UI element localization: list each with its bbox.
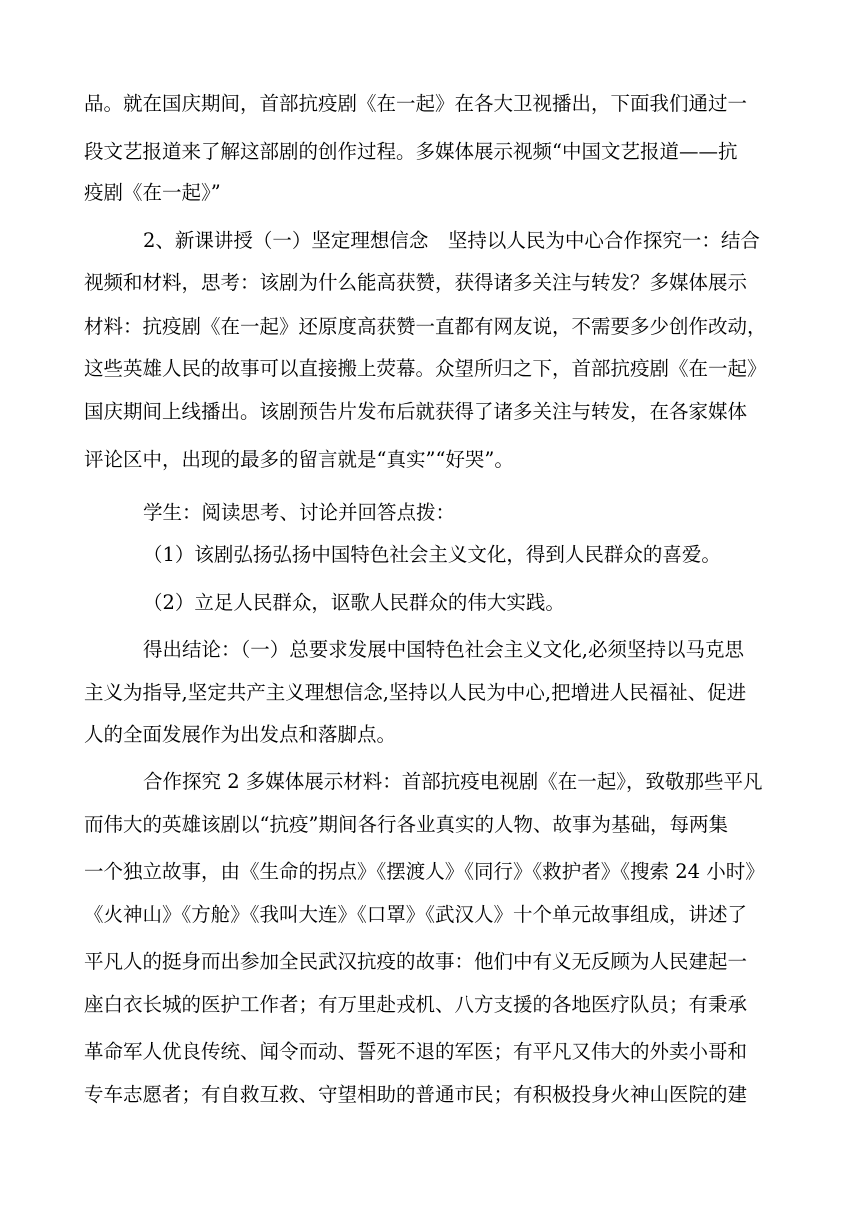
- text-line: 合作探究 2 多媒体展示材料：首部抗疫电视剧《在一起》，致敬那些平凡: [143, 770, 763, 793]
- text-line: 主义为指导,坚定共产主义理想信念,坚持以人民为中心,把增进人民福祉、促进: [84, 681, 747, 704]
- text-line: 平凡人的挺身而出参加全民武汉抗疫的故事：他们中有义无反顾为人民建起一: [84, 950, 748, 973]
- text-line: 专车志愿者；有自救互救、守望相助的普通市民；有积极投身火神山医院的建: [84, 1083, 748, 1106]
- text-line: 一个独立故事，由《生命的拐点》《摆渡人》《同行》《救护者》《搜索 24 小时》: [84, 860, 765, 883]
- text-line: 疫剧《在一起》”: [84, 181, 221, 204]
- text-line: （2）立足人民群众，讴歌人民群众的伟大实践。: [143, 591, 565, 614]
- text-line: 而伟大的英雄该剧以“抗疫”期间各行各业真实的人物、故事为基础，每两集: [84, 813, 728, 836]
- text-line: 这些英雄人民的故事可以直接搬上荧幕。众望所归之下，首部抗疫剧《在一起》: [84, 357, 767, 380]
- text-line: 评论区中，出现的最多的留言就是“真实”“好哭”。: [84, 448, 514, 471]
- text-line: 国庆期间上线播出。该剧预告片发布后就获得了诸多关注与转发，在各家媒体: [84, 400, 748, 423]
- text-line: 段文艺报道来了解这部剧的创作过程。多媒体展示视频“中国文艺报道——抗: [84, 140, 738, 163]
- text-line: 品。就在国庆期间，首部抗疫剧《在一起》在各大卫视播出，下面我们通过一: [84, 92, 748, 115]
- text-line: 材料：抗疫剧《在一起》还原度高获赞一直都有网友说，不需要多少创作改动，: [84, 315, 767, 338]
- text-line: 视频和材料，思考：该剧为什么能高获赞，获得诸多关注与转发？多媒体展示: [84, 271, 748, 294]
- text-line: 座白衣长城的医护工作者；有万里赴戎机、八方支援的各地医疗队员；有秉承: [84, 993, 748, 1016]
- text-line: 革命军人优良传统、闻令而动、誓死不退的军医；有平凡又伟大的外卖小哥和: [84, 1040, 748, 1063]
- text-line: 人的全面发展作为出发点和落脚点。: [84, 723, 397, 746]
- text-line: 《火神山》《方舱》《我叫大连》《口罩》《武汉人》十个单元故事组成，讲述了: [84, 903, 748, 926]
- text-line: 学生：阅读思考、讨论并回答点拨：: [143, 501, 456, 524]
- text-line: 得出结论：（一）总要求发展中国特色社会主义文化,必须坚持以马克思: [143, 638, 744, 661]
- text-line: 2、新课讲授（一）坚定理想信念 坚持以人民为中心合作探究一：结合: [143, 229, 760, 252]
- text-line: （1）该剧弘扬弘扬中国特色社会主义文化，得到人民群众的喜爱。: [143, 543, 721, 566]
